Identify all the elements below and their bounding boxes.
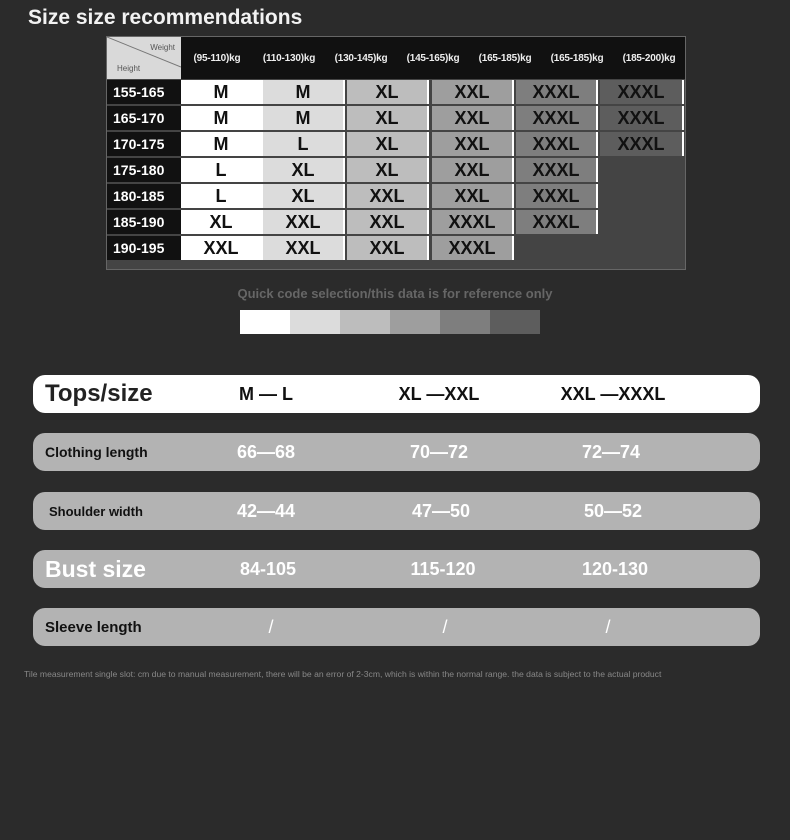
size-cell: XXXL xyxy=(516,210,598,234)
size-cell: XL xyxy=(347,106,429,130)
bust-size-bar xyxy=(33,550,760,588)
weight-columns xyxy=(181,37,685,79)
size-cell: L xyxy=(181,184,263,208)
shoulder-width-value: 50—52 xyxy=(583,500,643,521)
size-cell: XXL xyxy=(432,158,514,182)
size-cell: XXL xyxy=(432,80,514,104)
height-row-label: 165-170 xyxy=(107,106,181,130)
size-range-1: M — L xyxy=(239,383,293,404)
size-cell: XL xyxy=(347,132,429,156)
size-cell: XXXL xyxy=(432,236,514,260)
size-cell: XL xyxy=(263,158,345,182)
size-cell: XL xyxy=(181,210,263,234)
size-range-3: XXL —XXXL xyxy=(560,383,666,404)
size-cell: XXXL xyxy=(516,80,598,104)
size-cell: XXL xyxy=(432,184,514,208)
clothing-length-label: Clothing length xyxy=(45,444,148,460)
weight-column-header: (130-145)kg xyxy=(334,52,388,64)
swatch-2 xyxy=(290,310,340,334)
height-row-label: 170-175 xyxy=(107,132,181,156)
size-cell: XXXL xyxy=(600,80,684,104)
size-cell: XXL xyxy=(263,236,345,260)
size-cell: M xyxy=(263,106,345,130)
size-grid xyxy=(106,36,686,270)
sleeve-length-value: / xyxy=(442,616,448,637)
weight-header: Weight xyxy=(150,43,175,52)
weight-column-header: (145-165)kg xyxy=(406,52,460,64)
bust-size-label: Bust size xyxy=(45,555,146,582)
weight-column-header: (165-185)kg xyxy=(550,52,604,64)
size-range-2: XL —XXL xyxy=(398,383,480,404)
shoulder-width-label: Shoulder width xyxy=(49,503,143,519)
size-cell: XXXL xyxy=(516,184,598,208)
size-cell: M xyxy=(263,80,345,104)
shoulder-width-bar xyxy=(33,492,760,530)
size-cell: XXL xyxy=(181,236,263,260)
clothing-length-value: 66—68 xyxy=(236,441,296,462)
size-cell: XXXL xyxy=(516,132,598,156)
size-cell: XXXL xyxy=(600,106,684,130)
size-cell: XXXL xyxy=(600,132,684,156)
size-cell: XL xyxy=(347,158,429,182)
size-cell: XL xyxy=(347,80,429,104)
swatch-6 xyxy=(490,310,540,334)
size-cell: XXXL xyxy=(432,210,514,234)
shoulder-width-value: 42—44 xyxy=(236,500,296,521)
size-cell: XXXL xyxy=(516,158,598,182)
size-cell: M xyxy=(181,132,263,156)
bust-size-value: 115-120 xyxy=(410,558,476,579)
height-row-label: 190-195 xyxy=(107,236,181,260)
size-cell: XXXL xyxy=(516,106,598,130)
size-cell: XXL xyxy=(432,106,514,130)
sleeve-length-bar xyxy=(33,608,760,646)
height-row-label: 185-190 xyxy=(107,210,181,234)
weight-column-header: (185-200)kg xyxy=(622,52,676,64)
swatch-1 xyxy=(240,310,290,334)
height-row-label: 175-180 xyxy=(107,158,181,182)
clothing-length-bar xyxy=(33,433,760,471)
height-row-label: 155-165 xyxy=(107,80,181,104)
shoulder-width-value: 47—50 xyxy=(411,500,471,521)
size-cell: XXL xyxy=(347,184,429,208)
size-cell: XXL xyxy=(347,236,429,260)
clothing-length-value: 70—72 xyxy=(409,441,469,462)
size-cell: L xyxy=(263,132,345,156)
bust-size-value: 84-105 xyxy=(239,558,297,579)
size-cell: XXL xyxy=(347,210,429,234)
clothing-length-value: 72—74 xyxy=(581,441,641,462)
height-row-label: 180-185 xyxy=(107,184,181,208)
size-cell: L xyxy=(181,158,263,182)
quick-code-caption: Quick code selection/this data is for reference only xyxy=(237,286,553,301)
weight-column-header: (95-110)kg xyxy=(193,52,241,64)
size-cell: M xyxy=(181,80,263,104)
tops-size-bar xyxy=(33,375,760,413)
size-cell: XXL xyxy=(263,210,345,234)
swatch-4 xyxy=(390,310,440,334)
footnote: Tile measurement single slot: cm due to manual measurement, there will be an error of 2-3cm, which is within the normal range. the data is subject to the actual product xyxy=(24,669,662,679)
sleeve-length-value: / xyxy=(605,616,611,637)
size-cell: M xyxy=(181,106,263,130)
tops-size-label: Tops/size xyxy=(45,380,153,407)
weight-column-header: (165-185)kg xyxy=(478,52,532,64)
swatch-5 xyxy=(440,310,490,334)
page-title: Size size recommendations xyxy=(28,6,303,29)
size-cell: XXL xyxy=(432,132,514,156)
height-header: Height xyxy=(117,64,141,73)
color-swatches xyxy=(240,310,540,334)
bust-size-value: 120-130 xyxy=(581,558,649,579)
size-cell: XL xyxy=(263,184,345,208)
grid-corner xyxy=(107,37,181,79)
sleeve-length-label: Sleeve length xyxy=(45,618,142,636)
sleeve-length-value: / xyxy=(268,616,274,637)
swatch-3 xyxy=(340,310,390,334)
weight-column-header: (110-130)kg xyxy=(262,52,316,64)
